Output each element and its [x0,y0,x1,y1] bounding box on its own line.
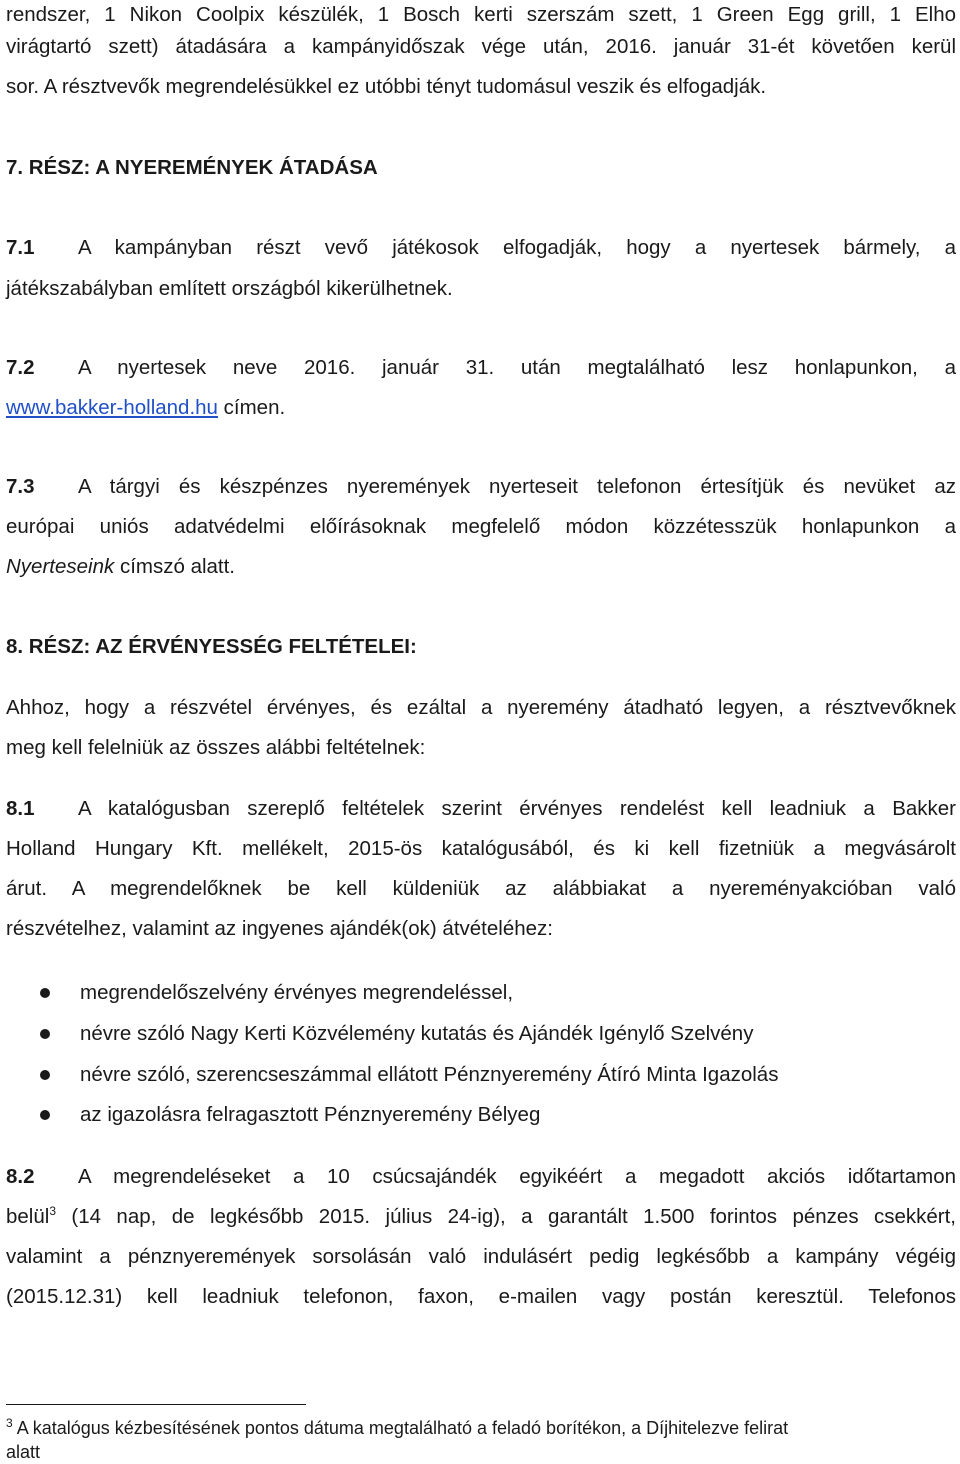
paragraph-7-1-line-1 [6,233,956,263]
paragraph-number: 8.1 [6,797,35,820]
paragraph-number: 7.2 [6,356,35,379]
intro-line-1: rendszer, 1 Nikon Coolpix készülék, 1 Bosch kerti szerszám szett, 1 Green Egg grill, 1 Elho [6,3,956,26]
footnote-line-2: alatt [6,1442,41,1462]
list-item: az igazolásra felragasztott Pénznyeremény Bélyeg [80,1103,541,1126]
paragraph-7-3-line-1 [6,472,956,502]
intro-line-2: virágtartó szett) átadására a kampányidőszak vége után, 2016. január 31-ét követően kerül [6,35,956,58]
paragraph-text: A katalógusban szereplő feltételek szerint érvényes rendelést kell leadniuk a Bakker [78,797,956,820]
list-item: megrendelőszelvény érvényes megrendeléssel, [80,981,514,1004]
paragraph-7-2-line-1 [6,353,956,383]
paragraph-8-2-line-2 [6,1202,956,1232]
paragraph-7-1-line-2: játékszabályban említett országból kikerülhetnek. [6,277,453,300]
paragraph-text: A kampányban részt vevő játékosok elfogadják, hogy a nyertesek bármely, a [78,236,956,259]
footnote-text: A katalógus kézbesítésének pontos dátuma megtalálható a feladó borítékon, a Díjhitelezve felirat [12,1418,789,1438]
paragraph-number: 7.1 [6,236,35,259]
bullet-dot [40,1029,50,1039]
paragraph-8-2-line-4: (2015.12.31) kell leadniuk telefonon, faxon, e-mailen vagy postán keresztül. Telefonos [6,1285,956,1308]
italic-term: Nyerteseink [6,555,115,578]
section-8-heading: 8. RÉSZ: AZ ÉRVÉNYESSÉG FELTÉTELEI: [6,635,417,658]
intro-line-3: sor. A résztvevők megrendelésükkel ez utóbbi tényt tudomásul veszik és elfogadják. [6,75,767,98]
paragraph-8-2-line-3: valamint a pénznyeremények sorsolásán való indulásért pedig legkésőbb a kampány végéig [6,1245,956,1268]
section-8-intro-line-2: meg kell felelniük az összes alábbi feltételnek: [6,736,426,759]
bullet-dot [40,988,50,998]
bullet-dot [40,1110,50,1120]
list-item: névre szóló Nagy Kerti Közvélemény kutatás és Ajándék Igénylő Szelvény [80,1022,754,1045]
paragraph-text: címen. [217,396,286,419]
paragraph-7-3-line-2: európai uniós adatvédelmi előírásoknak megfelelő módon közzétesszük honlapunkon a [6,515,956,538]
section-7-heading: 7. RÉSZ: A NYEREMÉNYEK ÁTADÁSA [6,156,378,179]
list-item: névre szóló, szerencseszámmal ellátott Pénznyeremény Átíró Minta Igazolás [80,1063,779,1086]
paragraph-8-1-line-3: árut. A megrendelőknek be kell küldeniük az alábbiakat a nyereményakcióban való [6,877,956,900]
paragraph-8-1-line-4: részvételhez, valamint az ingyenes ajándék(ok) átvételéhez: [6,917,553,940]
paragraph-7-3-line-3 [6,552,956,582]
paragraph-number: 7.3 [6,475,35,498]
footnote-reference: 3 [49,1204,56,1219]
paragraph-text: (14 nap, de legkésőbb 2015. július 24-ig), a garantált 1.500 forintos pénzes csekkért, [56,1205,956,1228]
footnote-mark: 3 [6,1416,13,1430]
website-link[interactable]: www.bakker-holland.hu [6,396,218,419]
footnote-line-1 [6,1416,956,1440]
paragraph-8-1-line-1 [6,794,956,824]
paragraph-8-2-line-1 [6,1162,956,1192]
paragraph-7-2-line-2 [6,393,956,423]
paragraph-8-1-line-2: Holland Hungary Kft. mellékelt, 2015-ös katalógusából, és ki kell fizetniük a megvásárolt [6,837,956,860]
paragraph-text: A tárgyi és készpénzes nyeremények nyerteseit telefonon értesítjük és nevüket az [78,475,956,498]
paragraph-number: 8.2 [6,1165,35,1188]
paragraph-text: A megrendeléseket a 10 csúcsajándék egyikéért a megadott akciós időtartamon [78,1165,956,1188]
paragraph-text: A nyertesek neve 2016. január 31. után megtalálható lesz honlapunkon, a [78,356,956,379]
section-8-intro-line-1: Ahhoz, hogy a részvétel érvényes, és ezáltal a nyeremény átadható legyen, a résztvevőknek [6,696,956,719]
footnote-separator [6,1404,306,1405]
paragraph-text: belül [6,1205,50,1228]
paragraph-text: címszó alatt. [114,555,236,578]
bullet-dot [40,1070,50,1080]
